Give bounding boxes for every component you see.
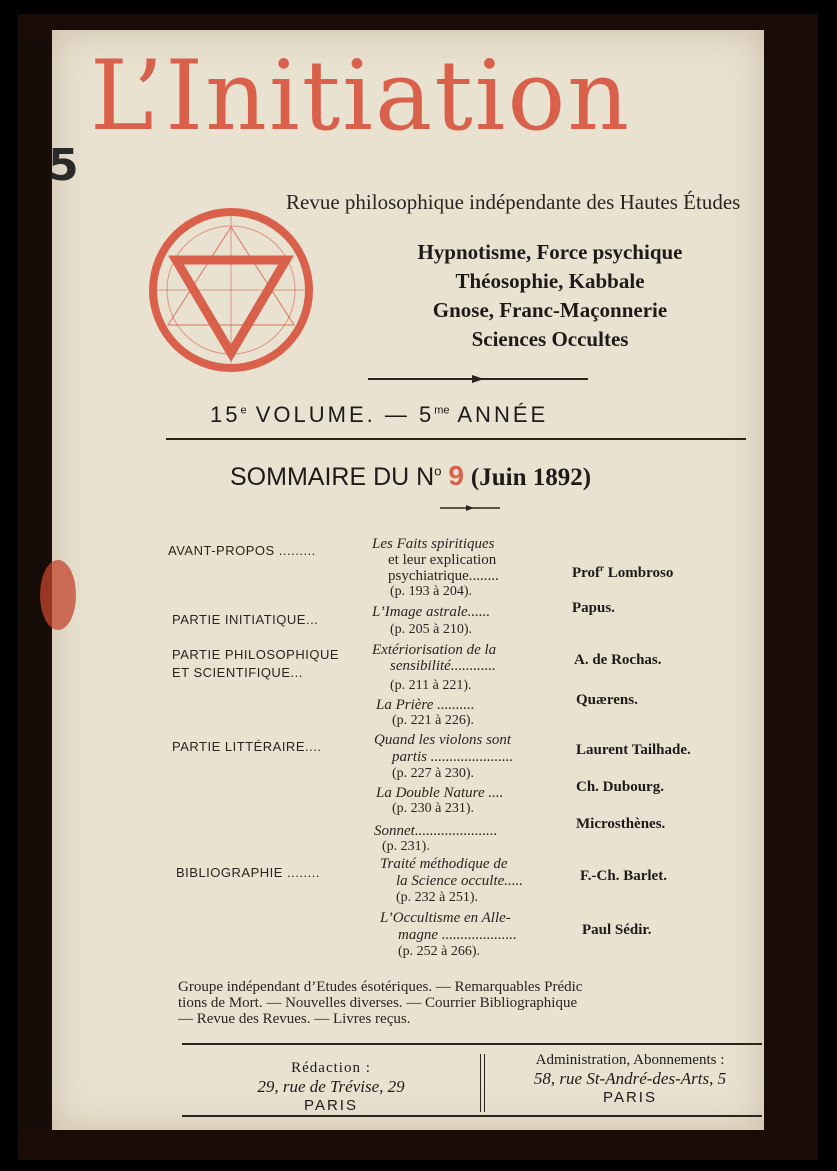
article-pages: (p. 230 à 231). — [392, 801, 475, 816]
article-pages: (p. 211 à 221). — [390, 678, 472, 693]
year-sup: me — [434, 404, 450, 417]
redaction-city: PARIS — [304, 1097, 358, 1114]
article-pages: (p. 221 à 226). — [392, 713, 475, 728]
article-title: Les Faits spiritiques — [372, 536, 495, 552]
article-title: La Double Nature .... — [376, 785, 504, 801]
topic-line: Sciences Occultes — [471, 327, 629, 351]
article-title: et leur explication — [388, 552, 497, 568]
volume-label: VOLUME. — 5 — [246, 402, 435, 427]
rubriques-paragraph — [178, 980, 768, 1028]
article-author: A. de Rochas. — [574, 652, 662, 668]
journal-subtitle: Revue philosophique indépendante des Hautes Études — [286, 190, 741, 214]
section-initiatique: PARTIE INITIATIQUE... — [172, 612, 319, 627]
journal-title: L’Initiation — [90, 40, 632, 152]
article-title: magne .................... — [398, 927, 517, 943]
sommaire-label-sup: o — [434, 463, 442, 479]
volume-number-edge: 5 — [48, 140, 79, 191]
topic-line: Hypnotisme, Force psychique — [417, 240, 683, 264]
issue-number: 9 — [448, 460, 464, 491]
administration-label: Administration, Abonnements : — [535, 1052, 725, 1068]
article-author: F.-Ch. Barlet. — [580, 868, 667, 884]
divider — [166, 438, 746, 440]
article-pages: (p. 193 à 204). — [390, 584, 473, 599]
article-title: sensibilité............ — [390, 658, 496, 674]
section-litteraire: PARTIE LITTÉRAIRE.... — [172, 739, 322, 754]
topic-line: Gnose, Franc-Maçonnerie — [432, 298, 668, 322]
article-author: Quærens. — [576, 692, 638, 708]
article-pages: (p. 231). — [382, 839, 430, 854]
article-pages: (p. 252 à 266). — [398, 944, 481, 959]
article-pages: (p. 227 à 230). — [392, 766, 475, 781]
rubriques-line: tions de Mort. — Nouvelles diverses. — Courrier Bibliographique — [178, 995, 578, 1011]
footer-rule-top — [182, 1043, 762, 1045]
administration-street: 58, rue St-André-des-Arts, 5 — [533, 1069, 727, 1088]
sommaire-heading — [230, 460, 730, 492]
article-title: L’Image astrale...... — [372, 604, 491, 620]
article-title: Extériorisation de la — [372, 642, 497, 658]
footer-redaction — [186, 1060, 476, 1114]
issue-date: (Juin 1892) — [470, 464, 592, 491]
article-title: la Science occulte..... — [396, 873, 524, 889]
triangle-emblem-icon — [146, 205, 316, 375]
redaction-label: Rédaction : — [291, 1060, 371, 1076]
article-title: partis ...................... — [392, 749, 514, 765]
ornament-small — [440, 503, 500, 513]
article-pages: (p. 205 à 210). — [390, 622, 473, 637]
volume-num-sup: e — [240, 404, 247, 417]
section-avant-propos: AVANT-PROPOS ......... — [168, 543, 316, 558]
year-label: ANNÉE — [449, 402, 549, 427]
article-author: Papus. — [572, 600, 615, 616]
administration-city: PARIS — [603, 1089, 657, 1106]
volume-line — [210, 402, 730, 428]
footer-administration — [490, 1052, 770, 1106]
topic-line: Théosophie, Kabbale — [455, 269, 645, 293]
article-title: psychiatrique........ — [388, 568, 499, 584]
volume-num: 15 — [210, 402, 241, 427]
article-title: Quand les violons sont — [374, 732, 512, 748]
rubriques-line: — Revue des Revues. — Livres reçus. — [178, 1011, 411, 1027]
article-author: Prof$^r$ Lombroso — [572, 563, 674, 581]
red-edge-mark — [40, 560, 76, 630]
section-philosophique: PARTIE PHILOSOPHIQUE — [172, 647, 340, 662]
article-title: Sonnet...................... — [374, 823, 498, 839]
section-scientifique: ET SCIENTIFIQUE... — [172, 665, 303, 680]
article-author: Laurent Tailhade. — [576, 742, 691, 758]
sommaire-label: SOMMAIRE DU N — [230, 463, 435, 491]
section-bibliographie: BIBLIOGRAPHIE ........ — [176, 865, 320, 880]
article-title: La Prière .......... — [376, 697, 475, 713]
topics-list — [345, 238, 755, 354]
article-author: Ch. Dubourg. — [576, 779, 664, 795]
article-title: L’Occultisme en Alle- — [380, 910, 511, 926]
article-pages: (p. 232 à 251). — [396, 890, 479, 905]
article-title: Traité méthodique de — [380, 856, 508, 872]
article-author: Microsthènes. — [576, 816, 666, 832]
rubriques-line: Groupe indépendant d’Etudes ésotériques. — Remarquables Prédic — [178, 979, 583, 995]
redaction-street: 29, rue de Trévise, 29 — [257, 1077, 405, 1096]
article-author: Paul Sédir. — [582, 922, 652, 938]
footer-separator — [480, 1054, 485, 1112]
footer-rule-bottom — [182, 1115, 762, 1117]
ornament-rule — [368, 372, 588, 386]
